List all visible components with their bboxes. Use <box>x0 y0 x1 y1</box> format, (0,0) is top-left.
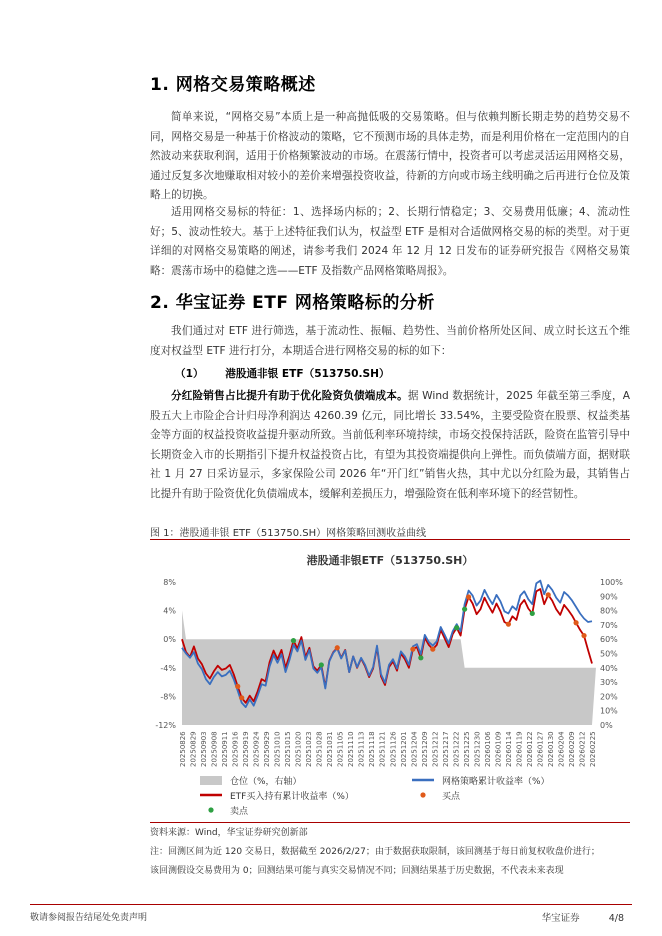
x-tick-label: 20251020 <box>294 731 303 767</box>
x-tick-label: 20251126 <box>389 731 398 767</box>
section-2-paragraph-2 <box>150 387 630 505</box>
x-tick-label: 20251209 <box>420 731 429 767</box>
y-left-tick-label: -4% <box>160 663 176 673</box>
buy-point <box>581 633 586 638</box>
y-left-tick-label: 0% <box>163 635 176 645</box>
x-tick-label: 20250908 <box>210 731 219 767</box>
legend-sell-swatch <box>208 807 213 812</box>
figure-bottom-rule <box>150 822 630 823</box>
x-tick-label: 20251121 <box>378 731 387 767</box>
x-tick-label: 20260106 <box>483 731 492 767</box>
y-right-tick-label: 100% <box>600 578 623 587</box>
x-tick-label: 20251110 <box>347 731 356 767</box>
x-tick-label: 20260204 <box>557 731 566 767</box>
x-tick-label: 20260109 <box>494 731 503 767</box>
buy-point <box>239 695 244 700</box>
footer-disclaimer: 敬请参阅报告结尾处免责声明 <box>30 913 148 923</box>
x-tick-label: 20250924 <box>252 731 261 767</box>
y-left-tick-label: 4% <box>163 606 176 616</box>
return-chart <box>150 542 630 820</box>
buy-point <box>573 620 578 625</box>
x-tick-label: 20260114 <box>504 731 513 767</box>
x-tick-label: 20250903 <box>200 731 209 767</box>
x-tick-label: 20250929 <box>263 731 272 767</box>
x-tick-label: 20250829 <box>189 731 198 767</box>
y-right-tick-label: 50% <box>600 649 618 659</box>
x-tick-label: 20250919 <box>242 731 251 767</box>
y-left-tick-label: -12% <box>155 721 176 730</box>
paragraph-lead: 分红险销售占比提升有助于优化险资负债端成本。 <box>171 390 408 402</box>
buy-point <box>506 622 511 627</box>
section-2-heading: 2. 华宝证券 ETF 网格策略标的分析 <box>150 293 435 313</box>
figure-top-rule <box>150 539 630 540</box>
y-right-tick-label: 90% <box>600 592 618 602</box>
x-tick-label: 20251028 <box>315 731 324 767</box>
x-tick-label: 20251212 <box>431 731 440 767</box>
sub-heading <box>175 366 408 381</box>
x-tick-label: 20251015 <box>284 731 293 767</box>
y-right-tick-label: 30% <box>600 678 618 688</box>
y-right-tick-label: 70% <box>600 620 618 630</box>
buy-point <box>235 684 240 689</box>
y-right-tick-label: 10% <box>600 706 618 716</box>
buy-point <box>410 647 415 652</box>
x-tick-label: 20251113 <box>357 731 366 767</box>
chart-title: 港股通非银ETF（513750.SH） <box>306 554 474 567</box>
x-tick-label: 20260225 <box>589 731 597 767</box>
footer-company: 华宝证券 <box>541 913 580 924</box>
section-2-paragraph-1: 我们通过对 ETF 进行筛选，基于流动性、振幅、趋势性、当前价格所处区间、成立时长这五个维度对权益型 ETF 进行打分，本期适合进行网格交易的标的如下： <box>150 325 630 357</box>
y-right-tick-label: 40% <box>600 663 618 673</box>
x-tick-label: 20251023 <box>305 731 314 767</box>
figure-note-2: 该回测假设交易费用为 0；回测结果可能与真实交易情况不同；回测结果基于历史数据，不代表未来表现 <box>150 866 564 876</box>
figure-note-1: 注：回测区间为近 120 交易日，数据截至 2026/2/27；由于数据获取限制，该回测基于每日前复权收盘价进行； <box>150 847 600 857</box>
buy-point <box>546 592 551 597</box>
legend-buy-swatch <box>420 792 425 797</box>
section-1-heading: 1. 网格交易策略概述 <box>150 75 316 95</box>
section-1-paragraph-1: 简单来说，“网格交易”本质上是一种高抛低吸的交易策略。但与依赖判断长期走势的趋势交易不同，网格交易是一种基于价格波动的策略，它不预测市场的具体走势，而是利用价格在一定范围内的自然波动来获取利润，适用于价格频繁波动的市场。在震荡行情中，投资者可以考虑灵活运用网格交易，通过反复多次地赚取相对较小的差价来增强投资收益，待新的方向或市场主线明确之后再进行仓位及策略上的切换。 <box>150 111 630 202</box>
legend-position-swatch <box>200 776 222 785</box>
figure-title: 图 1：港股通非银 ETF（513750.SH）网格策略回测收益曲线 <box>150 528 427 539</box>
x-tick-label: 20260212 <box>578 731 587 767</box>
legend-sell-label: 卖点 <box>230 807 249 817</box>
x-tick-label: 20260119 <box>515 731 524 767</box>
buy-point <box>466 594 471 599</box>
sub-heading-number: （1） <box>175 368 204 380</box>
buy-point <box>335 645 340 650</box>
buy-point <box>430 647 435 652</box>
x-tick-label: 20260127 <box>536 731 545 767</box>
paragraph-body: 据 Wind 数据统计，2025 年截至第三季度，A 股五大上市险企合计归母净利润达 4260.39 亿元，同比增长 33.54%，主要受险资在股票、权益类基金等方面的权益投资收益提升驱动所致。当前低利率环境持续，市场交投保持活跃，险资在监管引导中长期资金入市的长期指引下提升权益投资占比，有望为其投资端提供向上弹性。而负债端方面，据财联社 1 月 27 日采访显示，多家保险公司 2026 年“开门红”销售火热，其中尤以分红险为最，其销售占比提升有助于险资优化负债端成本，缓解利差损压力，增强险资在低利率环境下的经营韧性。 <box>150 390 631 500</box>
legend-position-label: 仓位（%，右轴） <box>230 777 302 787</box>
footer-rule <box>30 904 632 905</box>
legend-grid-label: 网格策略累计收益率（%） <box>442 777 550 787</box>
sell-point <box>454 625 459 630</box>
figure-source: 资料来源：Wind，华宝证券研究创新部 <box>150 828 308 838</box>
footer-info <box>516 910 624 924</box>
x-tick-label: 20250826 <box>179 731 187 767</box>
sell-point <box>462 607 467 612</box>
x-tick-label: 20250916 <box>231 731 240 767</box>
x-tick-label: 20251230 <box>473 731 482 767</box>
x-tick-label: 20251217 <box>441 731 450 767</box>
x-tick-label: 20251222 <box>452 731 461 767</box>
x-tick-label: 20251010 <box>273 731 282 767</box>
y-left-tick-label: -8% <box>160 692 176 702</box>
legend-etf-label: ETF买入持有累计收益率（%） <box>230 792 354 802</box>
y-right-tick-label: 20% <box>600 692 618 702</box>
x-tick-label: 20260122 <box>525 731 534 767</box>
legend-buy-label: 买点 <box>442 792 461 802</box>
sell-point <box>319 662 324 667</box>
footer-page-number: 4/8 <box>608 913 624 924</box>
chart-svg <box>150 542 630 820</box>
sell-point <box>291 638 296 643</box>
x-tick-label: 20251204 <box>410 731 419 767</box>
section-1-paragraph-2: 适用网格交易标的特征：1、选择场内标的；2、长期行情稳定；3、交易费用低廉；4、流动性好；5、波动性较大。基于上述特征我们认为，权益型 ETF 是相对合适做网格交易的标的类型。对于更详细的对网格交易策略的阐述，请参考我们 2024 年 12 月 12 日发布的证券研究报告《网格交易策略：震荡市场中的稳健之选——ETF 及指数产品网格策略周报》。 <box>150 206 630 277</box>
y-right-tick-label: 80% <box>600 606 618 616</box>
x-tick-label: 20260130 <box>546 731 555 767</box>
x-tick-label: 20260209 <box>567 731 576 767</box>
x-tick-label: 20251118 <box>368 731 377 767</box>
x-tick-label: 20251031 <box>326 731 335 767</box>
x-tick-label: 20250911 <box>221 731 230 767</box>
y-right-tick-label: 60% <box>600 635 618 645</box>
sub-heading-title: 港股通非银 ETF（513750.SH） <box>225 368 390 380</box>
sell-point <box>418 655 423 660</box>
y-right-tick-label: 0% <box>600 721 613 730</box>
x-tick-label: 20251225 <box>462 731 471 767</box>
x-tick-label: 20251105 <box>336 731 345 767</box>
y-left-tick-label: 8% <box>163 578 176 587</box>
x-tick-label: 20251201 <box>399 731 408 767</box>
sell-point <box>530 611 535 616</box>
